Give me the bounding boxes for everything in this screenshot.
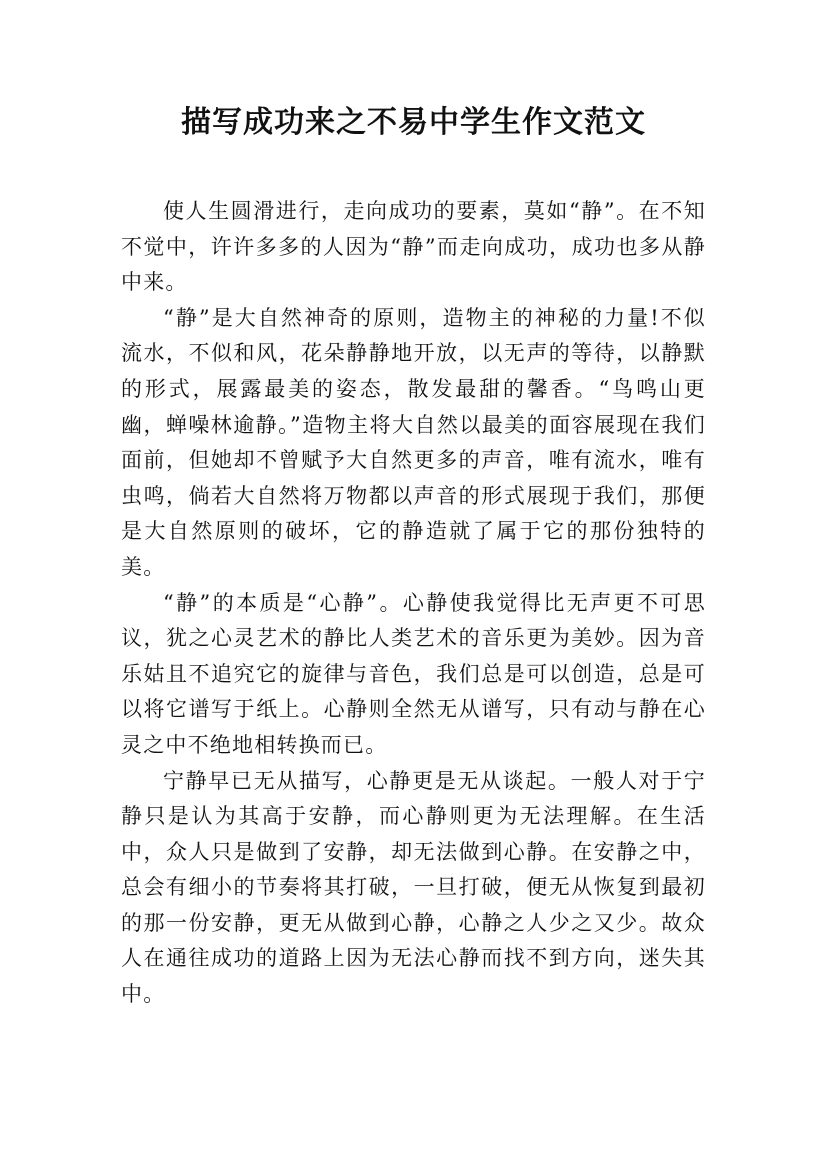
- paragraph-1: 使人生圆滑进行，走向成功的要素，莫如“静”。在不知不觉中，许许多多的人因为“静”而走向成功，成功也多从静中来。: [121, 199, 706, 295]
- document-body: [121, 194, 706, 1013]
- paragraph-3: “静”的本质是“心静”。心静使我觉得比无声更不可思议，犹之心灵艺术的静比人类艺术的音乐更为美妙。因为音乐姑且不追究它的旋律与音色，我们总是可以创造，总是可以将它谱写于纸上。心静则全然无从谱写，只有动与静在心灵之中不绝地相转换而已。: [121, 590, 706, 757]
- document-title: 描写成功来之不易中学生作文范文: [181, 105, 646, 140]
- paragraph-4: 宁静早已无从描写，心静更是无从谈起。一般人对于宁静只是认为其高于安静，而心静则更为无法理解。在生活中，众人只是做到了安静，却无法做到心静。在安静之中，总会有细小的节奏将其打破，一旦打破，便无从恢复到最初的那一份安静，更无从做到心静，心静之人少之又少。故众人在通往成功的道路上因为无法心静而找不到方向，迷失其中。: [121, 768, 706, 1007]
- paragraph-2: “静”是大自然神奇的原则，造物主的神秘的力量!不似流水，不似和风，花朵静静地开放，以无声的等待，以静默的形式，展露最美的姿态，散发最甜的馨香。“鸟鸣山更幽，蝉噪林逾静。”造物主将大自然以最美的面容展现在我们面前，但她却不曾赋予大自然更多的声音，唯有流水，唯有虫鸣，倘若大自然将万物都以声音的形式展现于我们，那便是大自然原则的破坏，它的静造就了属于它的那份独特的美。: [121, 305, 706, 579]
